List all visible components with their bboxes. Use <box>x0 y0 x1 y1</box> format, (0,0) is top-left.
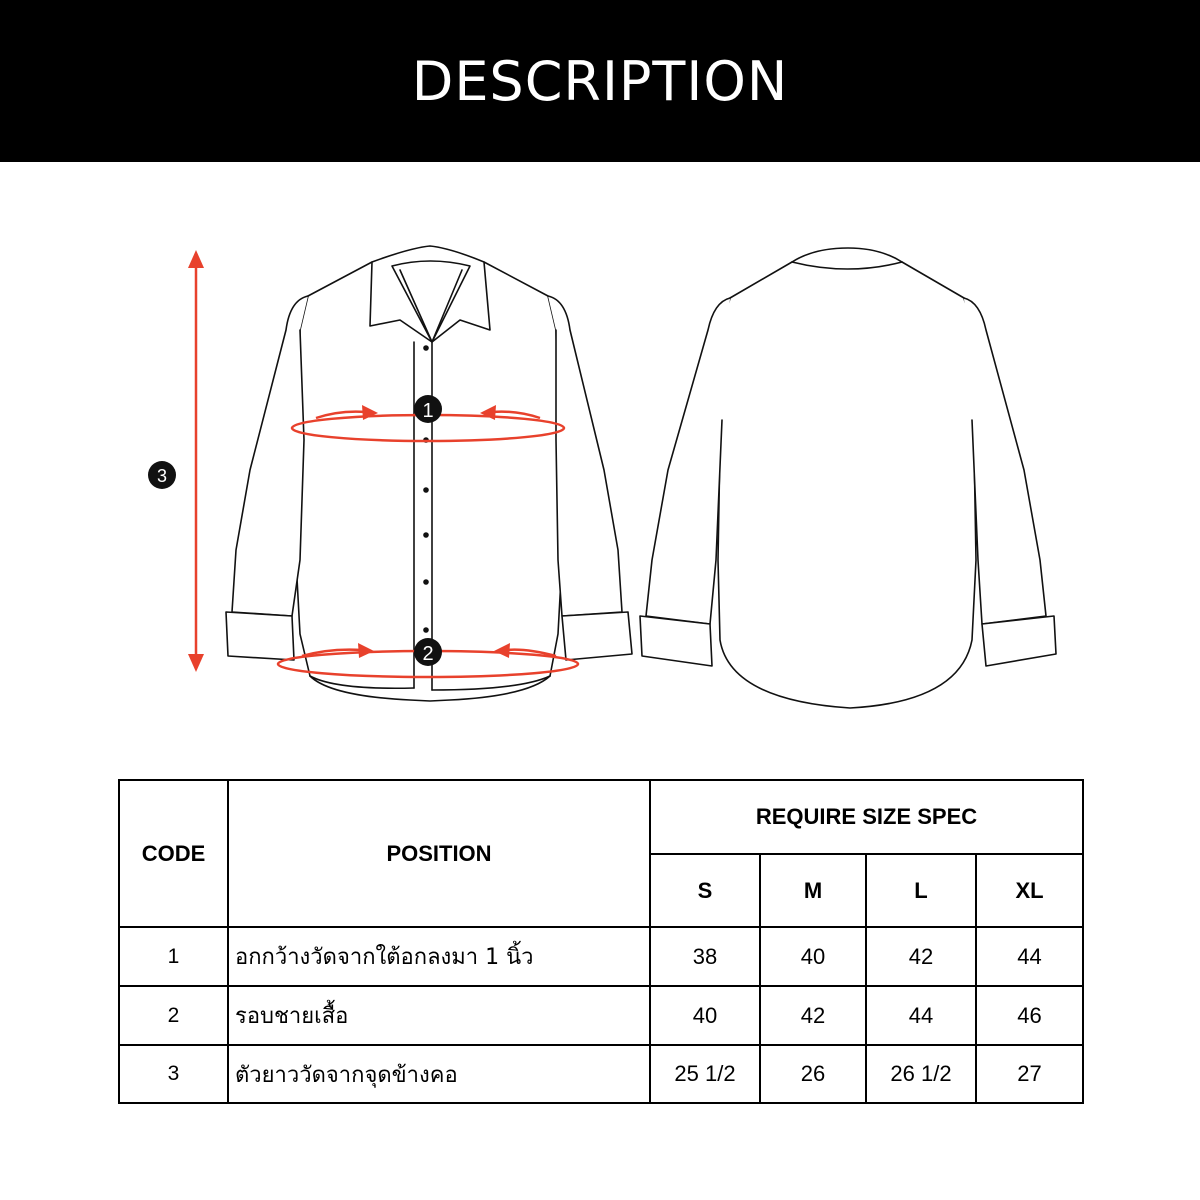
header-size-m: M <box>760 854 866 927</box>
row-value-s: 40 <box>650 986 760 1045</box>
header-position: POSITION <box>228 780 650 927</box>
marker-1 <box>414 395 442 423</box>
header-size-l: L <box>866 854 976 927</box>
svg-text:2: 2 <box>422 643 434 665</box>
row-value-m: 40 <box>760 927 866 986</box>
row-value-s: 25 1/2 <box>650 1045 760 1103</box>
marker-3 <box>148 461 176 489</box>
row-value-xl: 44 <box>976 927 1083 986</box>
table-row <box>119 1045 1083 1103</box>
header-banner <box>0 0 1200 162</box>
shirt-illustration <box>0 162 1200 762</box>
row-value-xl: 27 <box>976 1045 1083 1103</box>
back-shirt-drawing <box>640 248 1056 708</box>
measure-length-arrow <box>188 250 204 672</box>
header-size-s: S <box>650 854 760 927</box>
header-require-size-spec: REQUIRE SIZE SPEC <box>650 780 1083 854</box>
svg-text:1: 1 <box>422 400 434 422</box>
header-size-xl: XL <box>976 854 1083 927</box>
table-row <box>119 927 1083 986</box>
row-value-l: 26 1/2 <box>866 1045 976 1103</box>
row-value-xl: 46 <box>976 986 1083 1045</box>
row-code: 2 <box>119 986 228 1045</box>
row-value-l: 44 <box>866 986 976 1045</box>
row-value-m: 26 <box>760 1045 866 1103</box>
row-value-m: 42 <box>760 986 866 1045</box>
row-position: ตัวยาววัดจากจุดข้างคอ <box>228 1045 650 1103</box>
svg-text:3: 3 <box>156 466 168 486</box>
row-code: 3 <box>119 1045 228 1103</box>
table-row <box>119 986 1083 1045</box>
row-code: 1 <box>119 927 228 986</box>
row-position: อกกว้างวัดจากใต้อกลงมา 1 นิ้ว <box>228 927 650 986</box>
front-shirt-drawing <box>226 246 632 701</box>
row-position: รอบชายเสื้อ <box>228 986 650 1045</box>
row-value-s: 38 <box>650 927 760 986</box>
header-code: CODE <box>119 780 228 927</box>
size-spec-table <box>118 779 1084 1104</box>
row-value-l: 42 <box>866 927 976 986</box>
marker-2 <box>414 638 442 666</box>
page-title: DESCRIPTION <box>411 49 789 113</box>
